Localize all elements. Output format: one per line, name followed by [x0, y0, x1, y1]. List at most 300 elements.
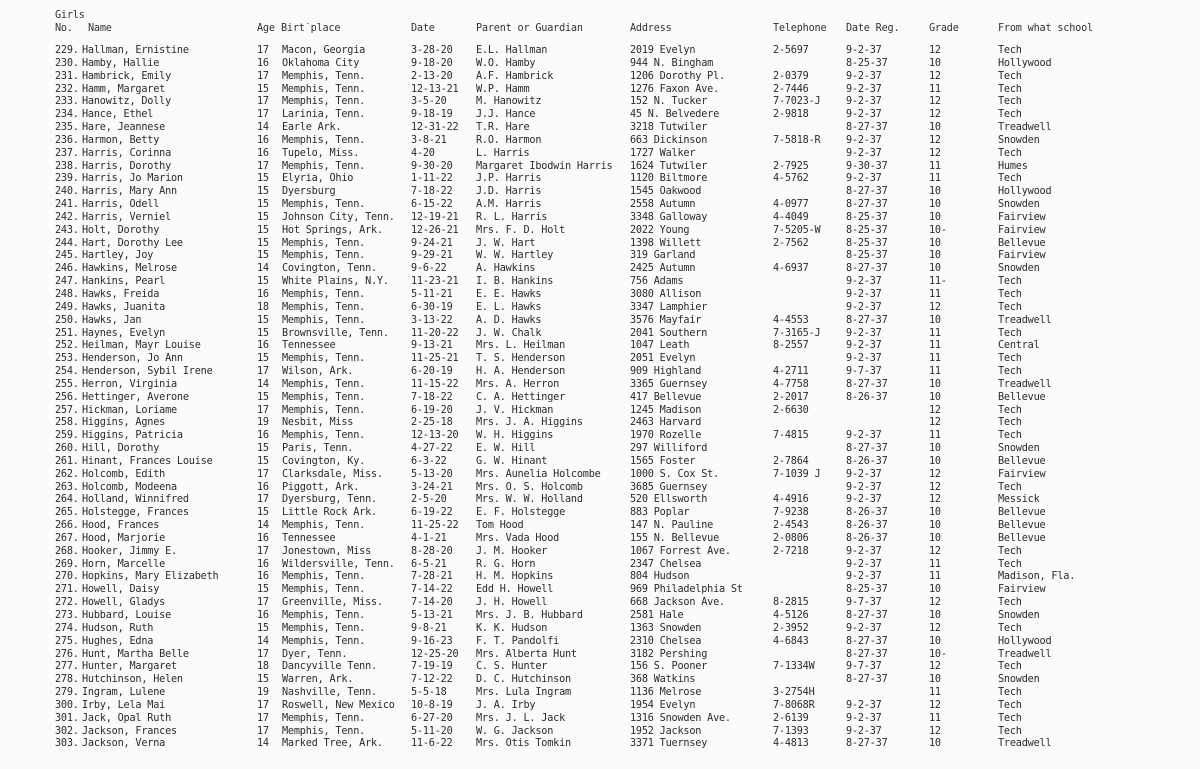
- previous-school: Bellevue: [998, 520, 1046, 532]
- previous-school: Fairview: [998, 250, 1046, 262]
- birthplace: Memphis, Tenn.: [282, 314, 366, 326]
- previous-school: Tech: [998, 417, 1022, 429]
- table-row: [0, 442, 1200, 455]
- student-age: 14: [257, 378, 269, 390]
- grade: 12: [929, 597, 941, 609]
- row-number: 267.: [55, 532, 79, 544]
- address: 2581 Hale: [630, 610, 684, 621]
- table-row: [0, 545, 1200, 558]
- student-age: 15: [257, 507, 269, 519]
- grade: 12: [929, 45, 941, 56]
- grade: 12: [929, 134, 941, 146]
- date-registered: 9-30-37: [846, 160, 888, 172]
- grade: 11: [929, 173, 941, 185]
- previous-school: Treadwell: [998, 648, 1052, 660]
- row-number: 272.: [55, 597, 79, 609]
- table-row: [0, 339, 1200, 352]
- student-age: 17: [257, 468, 269, 480]
- student-age: 17: [257, 96, 269, 108]
- table-row: [0, 211, 1200, 224]
- student-age: 17: [257, 545, 269, 557]
- student-age: 17: [257, 109, 269, 121]
- birthplace: Memphis, Tenn.: [282, 391, 366, 403]
- address: 1245 Madison: [630, 404, 702, 416]
- table-row: [0, 352, 1200, 365]
- birth-date: 4-27-22: [411, 443, 453, 454]
- telephone: 7-1393: [773, 725, 809, 737]
- student-age: 17: [257, 494, 269, 506]
- telephone: 7-5818-R: [773, 134, 821, 146]
- row-number: 238.: [55, 160, 79, 172]
- table-row: [0, 493, 1200, 506]
- date-registered: 8-26-37: [846, 391, 888, 403]
- telephone: 2-4543: [773, 520, 809, 532]
- birthplace: White Plains, N.Y.: [282, 276, 389, 288]
- address: 297 Williford: [630, 443, 708, 454]
- col-age-header: Age: [257, 23, 275, 34]
- birthplace: Memphis, Tenn.: [282, 610, 366, 621]
- student-age: 17: [257, 648, 269, 660]
- birth-date: 7-12-22: [411, 674, 453, 686]
- date-registered: 8-27-37: [846, 199, 888, 211]
- student-age: 17: [257, 366, 269, 377]
- date-registered: 9-7-37: [846, 597, 882, 609]
- birthplace: Dyersburg: [282, 186, 336, 198]
- previous-school: Bellevue: [998, 532, 1046, 544]
- student-name: Henderson, Jo Ann: [82, 353, 183, 365]
- parent-guardian: J.P. Harris: [476, 173, 542, 185]
- birth-date: 7-14-22: [411, 584, 453, 596]
- birth-date: 11-6-22: [411, 738, 453, 750]
- date-registered: 9-2-37: [846, 96, 882, 108]
- student-name: Hettinger, Averone: [82, 391, 189, 403]
- student-age: 16: [257, 134, 269, 146]
- student-name: Hawks, Juanita: [82, 301, 166, 313]
- date-registered: 9-2-37: [846, 83, 882, 95]
- birthplace: Little Rock Ark.: [282, 507, 377, 519]
- student-age: 17: [257, 404, 269, 416]
- parent-guardian: D. C. Hutchinson: [476, 674, 571, 686]
- parent-guardian: F. T. Pandolfi: [476, 635, 560, 647]
- previous-school: Bellevue: [998, 237, 1046, 249]
- telephone: 2-7446: [773, 83, 809, 95]
- table-row: [0, 172, 1200, 185]
- grade: 10: [929, 507, 941, 519]
- telephone: 2-0379: [773, 70, 809, 82]
- col-telephone-header: Telephone: [773, 23, 827, 34]
- previous-school: Fairview: [998, 211, 1046, 223]
- telephone: 2-7864: [773, 455, 809, 467]
- student-age: 17: [257, 160, 269, 172]
- parent-guardian: K. K. Hudson: [476, 622, 548, 634]
- row-number: 253.: [55, 353, 79, 365]
- birthplace: Dyer, Tenn.: [282, 648, 348, 660]
- row-number: 265.: [55, 507, 79, 519]
- student-name: Hudson, Ruth: [82, 622, 154, 634]
- date-registered: 9-2-37: [846, 340, 882, 352]
- parent-guardian: W.P. Hamm: [476, 83, 530, 95]
- student-age: 15: [257, 314, 269, 326]
- birth-date: 11-23-21: [411, 276, 459, 288]
- birth-date: 12-25-20: [411, 648, 459, 660]
- birthplace: Memphis, Tenn.: [282, 250, 366, 262]
- birthplace: Elyria, Ohio: [282, 173, 354, 185]
- birth-date: 3-8-21: [411, 134, 447, 146]
- previous-school: Tech: [998, 712, 1022, 724]
- address: 319 Garland: [630, 250, 696, 262]
- table-row: [0, 519, 1200, 532]
- row-number: 231.: [55, 70, 79, 82]
- table-row: [0, 301, 1200, 314]
- previous-school: Bellevue: [998, 455, 1046, 467]
- row-number: 239.: [55, 173, 79, 185]
- telephone: 8-2815: [773, 597, 809, 609]
- parent-guardian: Mrs. W. W. Holland: [476, 494, 583, 506]
- telephone: 2-0806: [773, 532, 809, 544]
- student-name: Hamm, Margaret: [82, 83, 166, 95]
- previous-school: Tech: [998, 725, 1022, 737]
- address: 1047 Leath: [630, 340, 690, 352]
- address: 2558 Autumn: [630, 199, 696, 211]
- parent-guardian: J.J. Hance: [476, 109, 536, 121]
- student-name: Henderson, Sybil Irene: [82, 366, 213, 377]
- birth-date: 4-1-21: [411, 532, 447, 544]
- address: 152 N. Tucker: [630, 96, 708, 108]
- birthplace: Memphis, Tenn.: [282, 584, 366, 596]
- birth-date: 12-31-22: [411, 122, 459, 133]
- address: 2310 Chelsea: [630, 635, 702, 647]
- student-age: 17: [257, 45, 269, 56]
- birthplace: Johnson City, Tenn.: [282, 211, 395, 223]
- parent-guardian: Mrs. Alberta Hunt: [476, 648, 577, 660]
- telephone: 7-1334W: [773, 661, 815, 673]
- table-row: [0, 262, 1200, 275]
- date-registered: 8-27-37: [846, 378, 888, 390]
- student-name: Hooker, Jimmy E.: [82, 545, 177, 557]
- student-age: 15: [257, 250, 269, 262]
- row-number: 274.: [55, 622, 79, 634]
- birthplace: Memphis, Tenn.: [282, 199, 366, 211]
- col-no-header: No.: [55, 23, 73, 34]
- date-registered: 8-25-37: [846, 250, 888, 262]
- birth-date: 9-13-21: [411, 340, 453, 352]
- previous-school: Humes: [998, 160, 1028, 172]
- table-row: [0, 378, 1200, 391]
- row-number: 234.: [55, 109, 79, 121]
- previous-school: Tech: [998, 430, 1022, 442]
- birthplace: Tupelo, Miss.: [282, 147, 360, 159]
- student-name: Jackson, Verna: [82, 738, 166, 750]
- grade: 10: [929, 263, 941, 275]
- grade: 11: [929, 289, 941, 300]
- student-name: Holt, Dorothy: [82, 224, 160, 236]
- parent-guardian: Margaret Ibodwin Harris: [476, 160, 613, 172]
- student-age: 15: [257, 224, 269, 236]
- date-registered: 9-2-37: [846, 725, 882, 737]
- birth-date: 10-8-19: [411, 699, 453, 711]
- parent-guardian: Mrs. L. Heilman: [476, 340, 566, 352]
- parent-guardian: W. H. Higgins: [476, 430, 554, 442]
- grade: 12: [929, 109, 941, 121]
- previous-school: Fairview: [998, 584, 1046, 596]
- table-row: [0, 455, 1200, 468]
- telephone: 4-7758: [773, 378, 809, 390]
- birth-date: 9-18-19: [411, 109, 453, 121]
- table-row: [0, 160, 1200, 173]
- telephone: 7-3165-J: [773, 327, 821, 339]
- student-age: 15: [257, 186, 269, 198]
- previous-school: Hollywood: [998, 635, 1052, 647]
- previous-school: Treadwell: [998, 378, 1052, 390]
- address: 1952 Jackson: [630, 725, 702, 737]
- address: 3685 Guernsey: [630, 481, 708, 493]
- date-registered: 8-25-37: [846, 237, 888, 249]
- telephone: 4-4049: [773, 211, 809, 223]
- birth-date: 4-20: [411, 147, 435, 159]
- student-name: Holland, Winnifred: [82, 494, 189, 506]
- grade: 12: [929, 417, 941, 429]
- date-registered: 9-2-37: [846, 301, 882, 313]
- address: 155 N. Bellevue: [630, 532, 720, 544]
- date-registered: 8-27-37: [846, 186, 888, 198]
- date-registered: 8-25-37: [846, 211, 888, 223]
- birth-date: 3-24-21: [411, 481, 453, 493]
- birthplace: Jonestown, Miss: [282, 545, 372, 557]
- birthplace: Memphis, Tenn.: [282, 725, 366, 737]
- birthplace: Wildersville, Tenn.: [282, 558, 395, 570]
- address: 1970 Rozelle: [630, 430, 702, 442]
- previous-school: Tech: [998, 699, 1022, 711]
- birth-date: 11-25-22: [411, 520, 459, 532]
- row-number: 235.: [55, 122, 79, 133]
- student-age: 15: [257, 622, 269, 634]
- row-number: 258.: [55, 417, 79, 429]
- parent-guardian: W.O. Hamby: [476, 57, 536, 69]
- student-name: Ingram, Lulene: [82, 687, 166, 698]
- birth-date: 5-5-18: [411, 687, 447, 698]
- parent-guardian: Mrs. Vada Hood: [476, 532, 560, 544]
- table-row: [0, 416, 1200, 429]
- student-age: 15: [257, 211, 269, 223]
- student-age: 17: [257, 597, 269, 609]
- row-number: 264.: [55, 494, 79, 506]
- birth-date: 6-20-19: [411, 366, 453, 377]
- grade: 10: [929, 635, 941, 647]
- birth-date: 6-3-22: [411, 455, 447, 467]
- previous-school: Messick: [998, 494, 1040, 506]
- parent-guardian: J. W. Chalk: [476, 327, 542, 339]
- address: 1136 Melrose: [630, 687, 702, 698]
- previous-school: Snowden: [998, 134, 1040, 146]
- date-registered: 9-2-37: [846, 545, 882, 557]
- student-name: Hamby, Hallie: [82, 57, 160, 69]
- birth-date: 7-18-22: [411, 186, 453, 198]
- grade: 10: [929, 584, 941, 596]
- address: 45 N. Belvedere: [630, 109, 720, 121]
- previous-school: Tech: [998, 70, 1022, 82]
- student-name: Hare, Jeannese: [82, 122, 166, 133]
- parent-guardian: A. Hawkins: [476, 263, 536, 275]
- grade: 12: [929, 468, 941, 480]
- col-school-header: From what school: [998, 23, 1093, 34]
- previous-school: Treadwell: [998, 738, 1052, 750]
- student-age: 16: [257, 532, 269, 544]
- birthplace: Wilson, Ark.: [282, 366, 354, 377]
- table-row: [0, 134, 1200, 147]
- row-number: 257.: [55, 404, 79, 416]
- table-row: [0, 648, 1200, 661]
- student-age: 17: [257, 725, 269, 737]
- grade: 11: [929, 353, 941, 365]
- birthplace: Memphis, Tenn.: [282, 237, 366, 249]
- table-row: [0, 314, 1200, 327]
- student-name: Horn, Marcelle: [82, 558, 166, 570]
- table-row: [0, 147, 1200, 160]
- birthplace: Tennessee: [282, 340, 336, 352]
- row-number: 275.: [55, 635, 79, 647]
- student-age: 16: [257, 57, 269, 69]
- table-row: [0, 70, 1200, 83]
- address: 1000 S. Cox St.: [630, 468, 720, 480]
- grade: 10: [929, 443, 941, 454]
- date-registered: 8-25-37: [846, 584, 888, 596]
- address: 147 N. Pauline: [630, 520, 714, 532]
- row-number: 262.: [55, 468, 79, 480]
- table-row: [0, 725, 1200, 738]
- birth-date: 6-15-22: [411, 199, 453, 211]
- parent-guardian: T. S. Henderson: [476, 353, 566, 365]
- grade: 12: [929, 147, 941, 159]
- telephone: 2-7562: [773, 237, 809, 249]
- birthplace: Earle Ark.: [282, 122, 342, 133]
- date-registered: 8-27-37: [846, 738, 888, 750]
- table-row: [0, 468, 1200, 481]
- table-row: [0, 121, 1200, 134]
- telephone: 2-2017: [773, 391, 809, 403]
- student-age: 15: [257, 276, 269, 288]
- address: 1727 Walker: [630, 147, 696, 159]
- previous-school: Fairview: [998, 468, 1046, 480]
- date-registered: 9-2-37: [846, 289, 882, 300]
- previous-school: Snowden: [998, 610, 1040, 621]
- parent-guardian: R. G. Horn: [476, 558, 536, 570]
- row-number: 255.: [55, 378, 79, 390]
- student-name: Hopkins, Mary Elizabeth: [82, 571, 219, 583]
- address: 883 Poplar: [630, 507, 690, 519]
- student-age: 18: [257, 301, 269, 313]
- address: 909 Highland: [630, 366, 702, 377]
- telephone: 2-7218: [773, 545, 809, 557]
- previous-school: Tech: [998, 173, 1022, 185]
- grade: 12: [929, 404, 941, 416]
- parent-guardian: W. G. Jackson: [476, 725, 554, 737]
- grade: 10: [929, 250, 941, 262]
- date-registered: 9-2-37: [846, 45, 882, 56]
- parent-guardian: J. M. Hooker: [476, 545, 548, 557]
- telephone: 4-5126: [773, 610, 809, 621]
- birthplace: Memphis, Tenn.: [282, 160, 366, 172]
- telephone: 4-6843: [773, 635, 809, 647]
- table-row: [0, 660, 1200, 673]
- previous-school: Tech: [998, 353, 1022, 365]
- table-row: [0, 686, 1200, 699]
- birth-date: 7-19-19: [411, 661, 453, 673]
- parent-guardian: R. L. Harris: [476, 211, 548, 223]
- row-number: 270.: [55, 571, 79, 583]
- table-row: [0, 712, 1200, 725]
- table-row: [0, 635, 1200, 648]
- grade: 12: [929, 481, 941, 493]
- grade: 10: [929, 122, 941, 133]
- date-registered: 8-26-37: [846, 455, 888, 467]
- table-row: [0, 365, 1200, 378]
- date-registered: 9-2-37: [846, 353, 882, 365]
- previous-school: Tech: [998, 327, 1022, 339]
- student-age: 16: [257, 571, 269, 583]
- address: 417 Bellevue: [630, 391, 702, 403]
- table-row: [0, 673, 1200, 686]
- previous-school: Treadwell: [998, 122, 1052, 133]
- student-name: Howell, Daisy: [82, 584, 160, 596]
- student-age: 16: [257, 340, 269, 352]
- previous-school: Tech: [998, 289, 1022, 300]
- birthplace: Greenville, Miss.: [282, 597, 383, 609]
- student-age: 14: [257, 738, 269, 750]
- telephone: 4-2711: [773, 366, 809, 377]
- previous-school: Snowden: [998, 199, 1040, 211]
- birthplace: Nashville, Tenn.: [282, 687, 377, 698]
- parent-guardian: J.D. Harris: [476, 186, 542, 198]
- table-row: [0, 570, 1200, 583]
- row-number: 268.: [55, 545, 79, 557]
- row-number: 237.: [55, 147, 79, 159]
- parent-guardian: J. V. Hickman: [476, 404, 554, 416]
- student-age: 16: [257, 558, 269, 570]
- address: 156 S. Pooner: [630, 661, 708, 673]
- birthplace: Memphis, Tenn.: [282, 404, 366, 416]
- row-number: 240.: [55, 186, 79, 198]
- previous-school: Tech: [998, 276, 1022, 288]
- previous-school: Tech: [998, 301, 1022, 313]
- grade: 11: [929, 327, 941, 339]
- date-registered: 8-27-37: [846, 263, 888, 275]
- previous-school: Central: [998, 340, 1040, 352]
- table-row: [0, 558, 1200, 571]
- birth-date: 3-5-20: [411, 96, 447, 108]
- grade: 11: [929, 83, 941, 95]
- date-registered: 9-2-37: [846, 468, 882, 480]
- student-name: Hanowitz, Dolly: [82, 96, 172, 108]
- birth-date: 12-13-20: [411, 430, 459, 442]
- row-number: 263.: [55, 481, 79, 493]
- row-number: 242.: [55, 211, 79, 223]
- previous-school: Tech: [998, 558, 1022, 570]
- girls-label: Girls: [55, 10, 85, 21]
- student-name: Hutchinson, Helen: [82, 674, 183, 686]
- student-age: 19: [257, 687, 269, 698]
- student-age: 15: [257, 199, 269, 211]
- parent-guardian: E. F. Holstegge: [476, 507, 566, 519]
- student-name: Irby, Lela Mai: [82, 699, 166, 711]
- parent-guardian: G. W. Hinant: [476, 455, 548, 467]
- parent-guardian: Edd H. Howell: [476, 584, 554, 596]
- parent-guardian: A.M. Harris: [476, 199, 542, 211]
- student-age: 15: [257, 391, 269, 403]
- table-row: [0, 224, 1200, 237]
- row-number: 303.: [55, 738, 79, 750]
- address: 2051 Evelyn: [630, 353, 696, 365]
- grade: 10: [929, 199, 941, 211]
